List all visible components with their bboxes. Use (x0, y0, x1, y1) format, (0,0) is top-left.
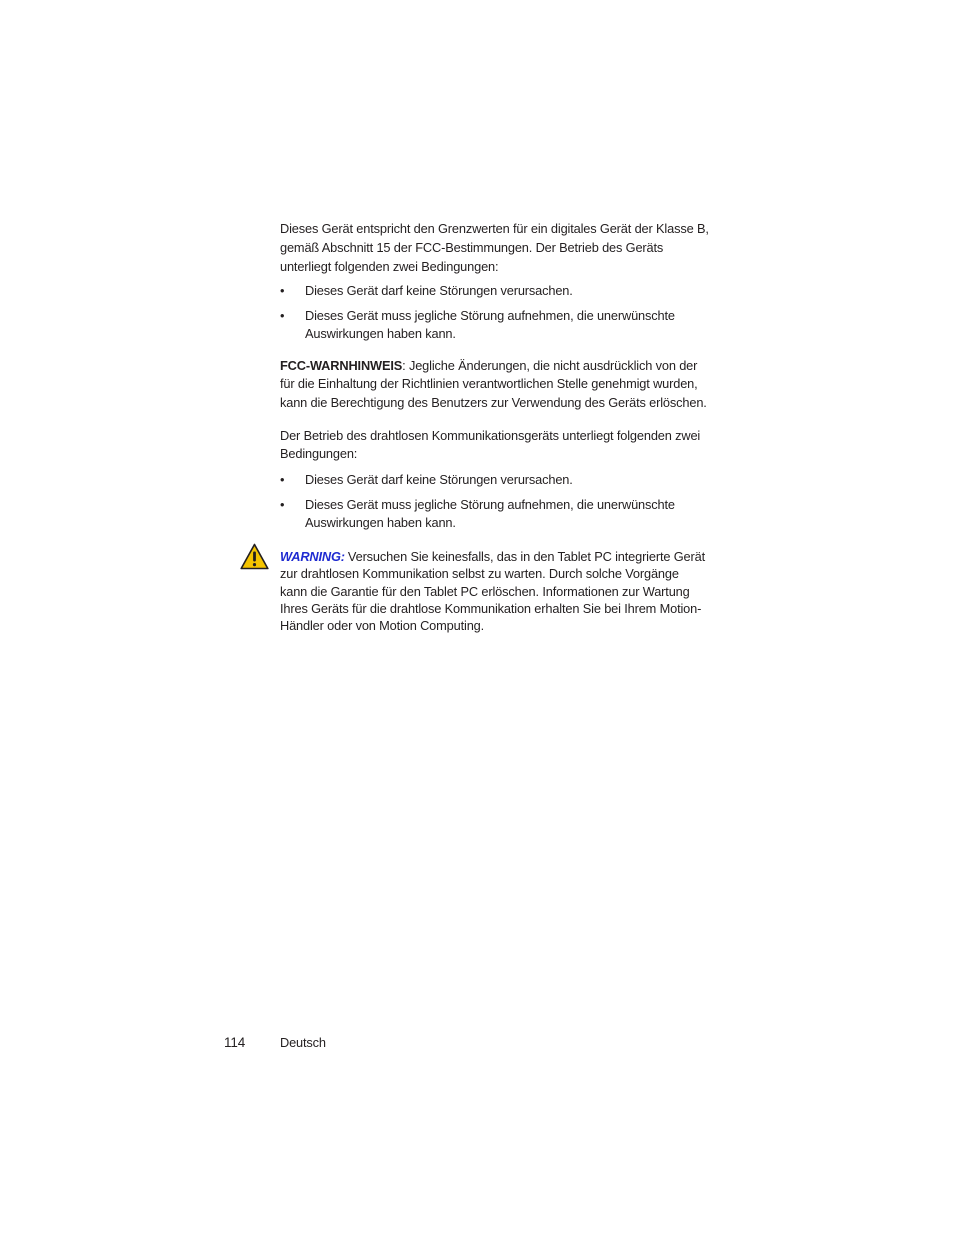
wireless-line: Bedingungen: (280, 446, 358, 462)
bullet: • (280, 497, 285, 512)
intro-paragraph (280, 219, 750, 276)
warning-paragraph (280, 548, 750, 634)
fcc-notice-line: für die Einhaltung der Richtlinien verantwortlichen Stelle genehmigt wurden, (280, 376, 698, 392)
list-item-line: Dieses Gerät muss jegliche Störung aufnehmen, die unerwünschte (305, 497, 675, 512)
intro-line: gemäß Abschnitt 15 der FCC-Bestimmungen. Der Betrieb des Geräts (280, 240, 664, 255)
wireless-paragraph (280, 427, 750, 464)
warning-line: Händler oder von Motion Computing. (280, 618, 485, 634)
intro-line: Dieses Gerät entspricht den Grenzwerten für ein digitales Gerät der Klasse B, (280, 221, 709, 236)
list-item-line: Dieses Gerät darf keine Störungen verursachen. (305, 283, 573, 298)
list-item-line: Auswirkungen haben kann. (305, 326, 456, 342)
bullet: • (280, 472, 285, 487)
footer-language: Deutsch (280, 1035, 326, 1050)
warning-line: kann die Garantie für den Tablet PC erlöschen. Informationen zur Wartung (280, 583, 690, 599)
warning-line: Ihres Geräts für die drahtlose Kommunikation erhalten Sie bei Ihrem Motion- (280, 600, 702, 616)
warning-text: Versuchen Sie keinesfalls, das in den Tablet PC integrierte Gerät (347, 549, 705, 564)
list-item-line: Dieses Gerät muss jegliche Störung aufnehmen, die unerwünschte (305, 308, 675, 323)
warning-triangle-icon (240, 543, 269, 570)
bullet: • (280, 308, 285, 323)
fcc-notice-label: FCC-WARNHINWEIS (280, 358, 403, 373)
fcc-notice-line: kann die Berechtigung des Benutzers zur Verwendung des Geräts erlöschen. (280, 394, 707, 410)
page-number: 114 (224, 1035, 246, 1050)
fcc-notice-paragraph (280, 357, 750, 412)
list-item-line: Auswirkungen haben kann. (305, 515, 456, 531)
fcc-notice-text: : Jegliche Änderungen, die nicht ausdrücklich von der (402, 358, 698, 373)
list-item-line: Dieses Gerät darf keine Störungen verursachen. (305, 472, 573, 487)
intro-line: unterliegt folgenden zwei Bedingungen: (280, 259, 499, 274)
warning-line: zur drahtlosen Kommunikation selbst zu warten. Durch solche Vorgänge (280, 566, 679, 582)
warning-label: WARNING: (280, 549, 345, 564)
wireless-line: Der Betrieb des drahtlosen Kommunikationsgeräts unterliegt folgenden zwei (280, 428, 701, 443)
bullet: • (280, 283, 285, 298)
